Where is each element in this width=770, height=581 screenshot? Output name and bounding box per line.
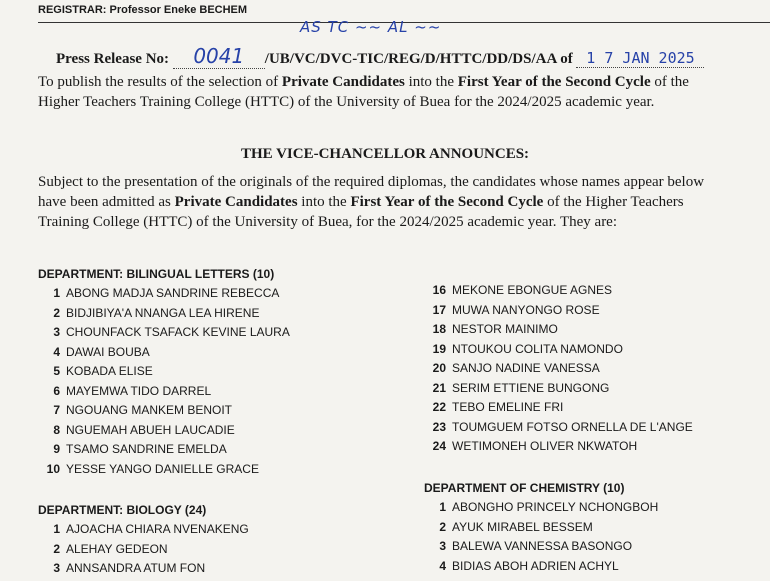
candidate-item bbox=[38, 561, 249, 581]
candidate-name: SANJO NADINE VANESSA bbox=[452, 361, 600, 375]
intro-line bbox=[38, 92, 758, 112]
body-text: have been admitted as bbox=[38, 194, 175, 210]
candidate-name: NTOUKOU COLITA NAMONDO bbox=[452, 341, 623, 356]
dept-chemistry-list bbox=[424, 500, 658, 578]
candidate-number: 8 bbox=[53, 422, 60, 437]
candidate-item bbox=[424, 283, 693, 303]
candidate-name: ABONGHO PRINCELY NCHONGBOH bbox=[452, 500, 659, 514]
candidate-name: NGUEMAH ABUEH LAUCADIE bbox=[66, 422, 235, 437]
admission-paragraph bbox=[38, 172, 758, 232]
candidate-item bbox=[38, 462, 290, 482]
candidate-name: BIDIAS ABOH ADRIEN ACHYL bbox=[452, 558, 619, 573]
candidate-name: KOBADA ELISE bbox=[66, 364, 153, 378]
candidate-number: 5 bbox=[53, 364, 60, 378]
intro-paragraph bbox=[38, 72, 758, 112]
emphasis-text: Private Candidates bbox=[281, 74, 405, 90]
intro-line bbox=[38, 72, 758, 92]
candidate-number: 17 bbox=[432, 302, 446, 317]
candidate-item bbox=[424, 420, 693, 440]
candidate-number: 2 bbox=[439, 519, 446, 534]
candidate-name: TOUMGUEM FOTSO ORNELLA DE L'ANGE bbox=[452, 419, 693, 434]
candidate-item bbox=[38, 384, 290, 404]
candidate-item bbox=[424, 342, 693, 362]
candidate-item bbox=[38, 522, 249, 542]
candidate-name: TSAMO SANDRINE EMELDA bbox=[66, 442, 227, 456]
emphasis-text: Private Candidates bbox=[174, 194, 298, 210]
dept-bilingual-list-col1 bbox=[38, 286, 290, 481]
dept-bilingual-list-col2 bbox=[424, 283, 693, 459]
candidate-name: NGOUANG MANKEM BENOIT bbox=[66, 403, 233, 417]
candidate-item bbox=[38, 403, 290, 423]
candidate-number: 18 bbox=[432, 322, 446, 336]
admission-line bbox=[38, 192, 758, 212]
candidate-name: AYUK MIRABEL BESSEM bbox=[452, 519, 593, 534]
press-release-date: 1 7 JAN 2025 bbox=[576, 49, 704, 68]
candidate-number: 2 bbox=[53, 305, 60, 320]
candidate-number: 10 bbox=[46, 461, 60, 476]
candidate-number: 7 bbox=[53, 403, 60, 417]
candidate-number: 1 bbox=[53, 522, 60, 536]
candidate-name: NESTOR MAINIMO bbox=[452, 322, 558, 336]
emphasis-text: First Year of the Second Cycle bbox=[350, 194, 544, 210]
candidate-number: 19 bbox=[432, 341, 446, 356]
press-release-number: 0041 bbox=[173, 44, 265, 69]
candidate-number: 20 bbox=[432, 361, 446, 375]
candidate-name: ABONG MADJA SANDRINE REBECCA bbox=[66, 286, 280, 300]
body-text: Higher Teachers Training College (HTTC) of the University of Buea for the 2024/2025 academic year. bbox=[38, 94, 655, 110]
candidate-name: ANNSANDRA ATUM FON bbox=[66, 561, 206, 575]
candidate-number: 4 bbox=[53, 344, 60, 359]
dept-bilingual-title: DEPARTMENT: BILINGUAL LETTERS (10) bbox=[38, 267, 275, 281]
candidate-item bbox=[424, 559, 658, 579]
candidate-number: 2 bbox=[53, 541, 60, 556]
candidate-name: BIDJIBIYA'A NNANGA LEA HIRENE bbox=[66, 305, 260, 320]
candidate-name: TEBO EMELINE FRI bbox=[452, 400, 564, 414]
candidate-item bbox=[38, 286, 290, 306]
candidate-number: 9 bbox=[53, 442, 60, 456]
candidate-number: 24 bbox=[432, 439, 446, 453]
body-text: into the bbox=[404, 74, 458, 90]
registrar-line: REGISTRAR: Professor Eneke BECHEM bbox=[38, 4, 248, 16]
press-release-path: /UB/VC/DVC-TIC/REG/D/HTTC/DD/DS/AA bbox=[264, 51, 557, 67]
dept-biology-title: DEPARTMENT: BIOLOGY (24) bbox=[38, 503, 207, 517]
handwritten-initials: AS TC ~~ AL ~~ bbox=[300, 18, 442, 36]
candidate-number: 21 bbox=[432, 380, 446, 395]
candidate-name: AJOACHA CHIARA NVENAKENG bbox=[66, 522, 249, 536]
candidate-item bbox=[424, 500, 658, 520]
candidate-item bbox=[38, 325, 290, 345]
candidate-number: 16 bbox=[432, 283, 446, 297]
candidate-number: 3 bbox=[53, 561, 60, 575]
candidate-number: 4 bbox=[439, 558, 446, 573]
candidate-item bbox=[424, 322, 693, 342]
dept-biology-list bbox=[38, 522, 249, 581]
candidate-name: SERIM ETTIENE BUNGONG bbox=[452, 380, 610, 395]
candidate-number: 23 bbox=[432, 419, 446, 434]
candidate-name: BALEWA VANNESSA BASONGO bbox=[452, 539, 633, 553]
candidate-item bbox=[38, 345, 290, 365]
press-release-label: Press Release No: bbox=[56, 51, 170, 67]
candidate-item bbox=[424, 303, 693, 323]
candidate-item bbox=[38, 542, 249, 562]
candidate-item bbox=[424, 361, 693, 381]
candidate-number: 3 bbox=[439, 539, 446, 553]
candidate-item bbox=[424, 381, 693, 401]
candidate-name: CHOUNFACK TSAFACK KEVINE LAURA bbox=[66, 325, 290, 339]
emphasis-text: First Year of the Second Cycle bbox=[457, 74, 651, 90]
candidate-number: 3 bbox=[53, 325, 60, 339]
candidate-number: 6 bbox=[53, 383, 60, 398]
candidate-item bbox=[38, 442, 290, 462]
admission-line bbox=[38, 212, 758, 232]
candidate-item bbox=[38, 364, 290, 384]
body-text: into the bbox=[297, 194, 351, 210]
body-text: of the Higher Teachers bbox=[543, 194, 684, 210]
candidate-number: 1 bbox=[53, 286, 60, 300]
body-text: Training College (HTTC) of the University of Buea, for the 2024/2025 academic year. They are: bbox=[38, 214, 618, 230]
candidate-item bbox=[424, 400, 693, 420]
candidate-item bbox=[424, 520, 658, 540]
of-label: of bbox=[560, 51, 573, 67]
body-text: of the bbox=[650, 74, 689, 90]
announcement-heading: THE VICE-CHANCELLOR ANNOUNCES: bbox=[240, 146, 530, 162]
candidate-item bbox=[38, 306, 290, 326]
candidate-name: DAWAI BOUBA bbox=[66, 344, 150, 359]
candidate-name: MAYEMWA TIDO DARREL bbox=[66, 383, 212, 398]
candidate-name: MEKONE EBONGUE AGNES bbox=[452, 283, 613, 297]
body-text: Subject to the presentation of the originals of the required diplomas, the candidates whose names appear below bbox=[38, 174, 705, 190]
candidate-item bbox=[424, 539, 658, 559]
press-release-line bbox=[56, 44, 704, 69]
body-text: To publish the results of the selection of bbox=[38, 74, 282, 90]
candidate-name: MUWA NANYONGO ROSE bbox=[452, 302, 600, 317]
candidate-name: WETIMONEH OLIVER NKWATOH bbox=[452, 439, 638, 453]
candidate-name: YESSE YANGO DANIELLE GRACE bbox=[66, 461, 259, 476]
candidate-item bbox=[424, 439, 693, 459]
candidate-number: 22 bbox=[432, 400, 446, 414]
candidate-name: ALEHAY GEDEON bbox=[66, 541, 168, 556]
candidate-item bbox=[38, 423, 290, 443]
dept-chemistry-title: DEPARTMENT OF CHEMISTRY (10) bbox=[424, 481, 625, 495]
candidate-number: 1 bbox=[439, 500, 446, 514]
admission-line bbox=[38, 172, 758, 192]
